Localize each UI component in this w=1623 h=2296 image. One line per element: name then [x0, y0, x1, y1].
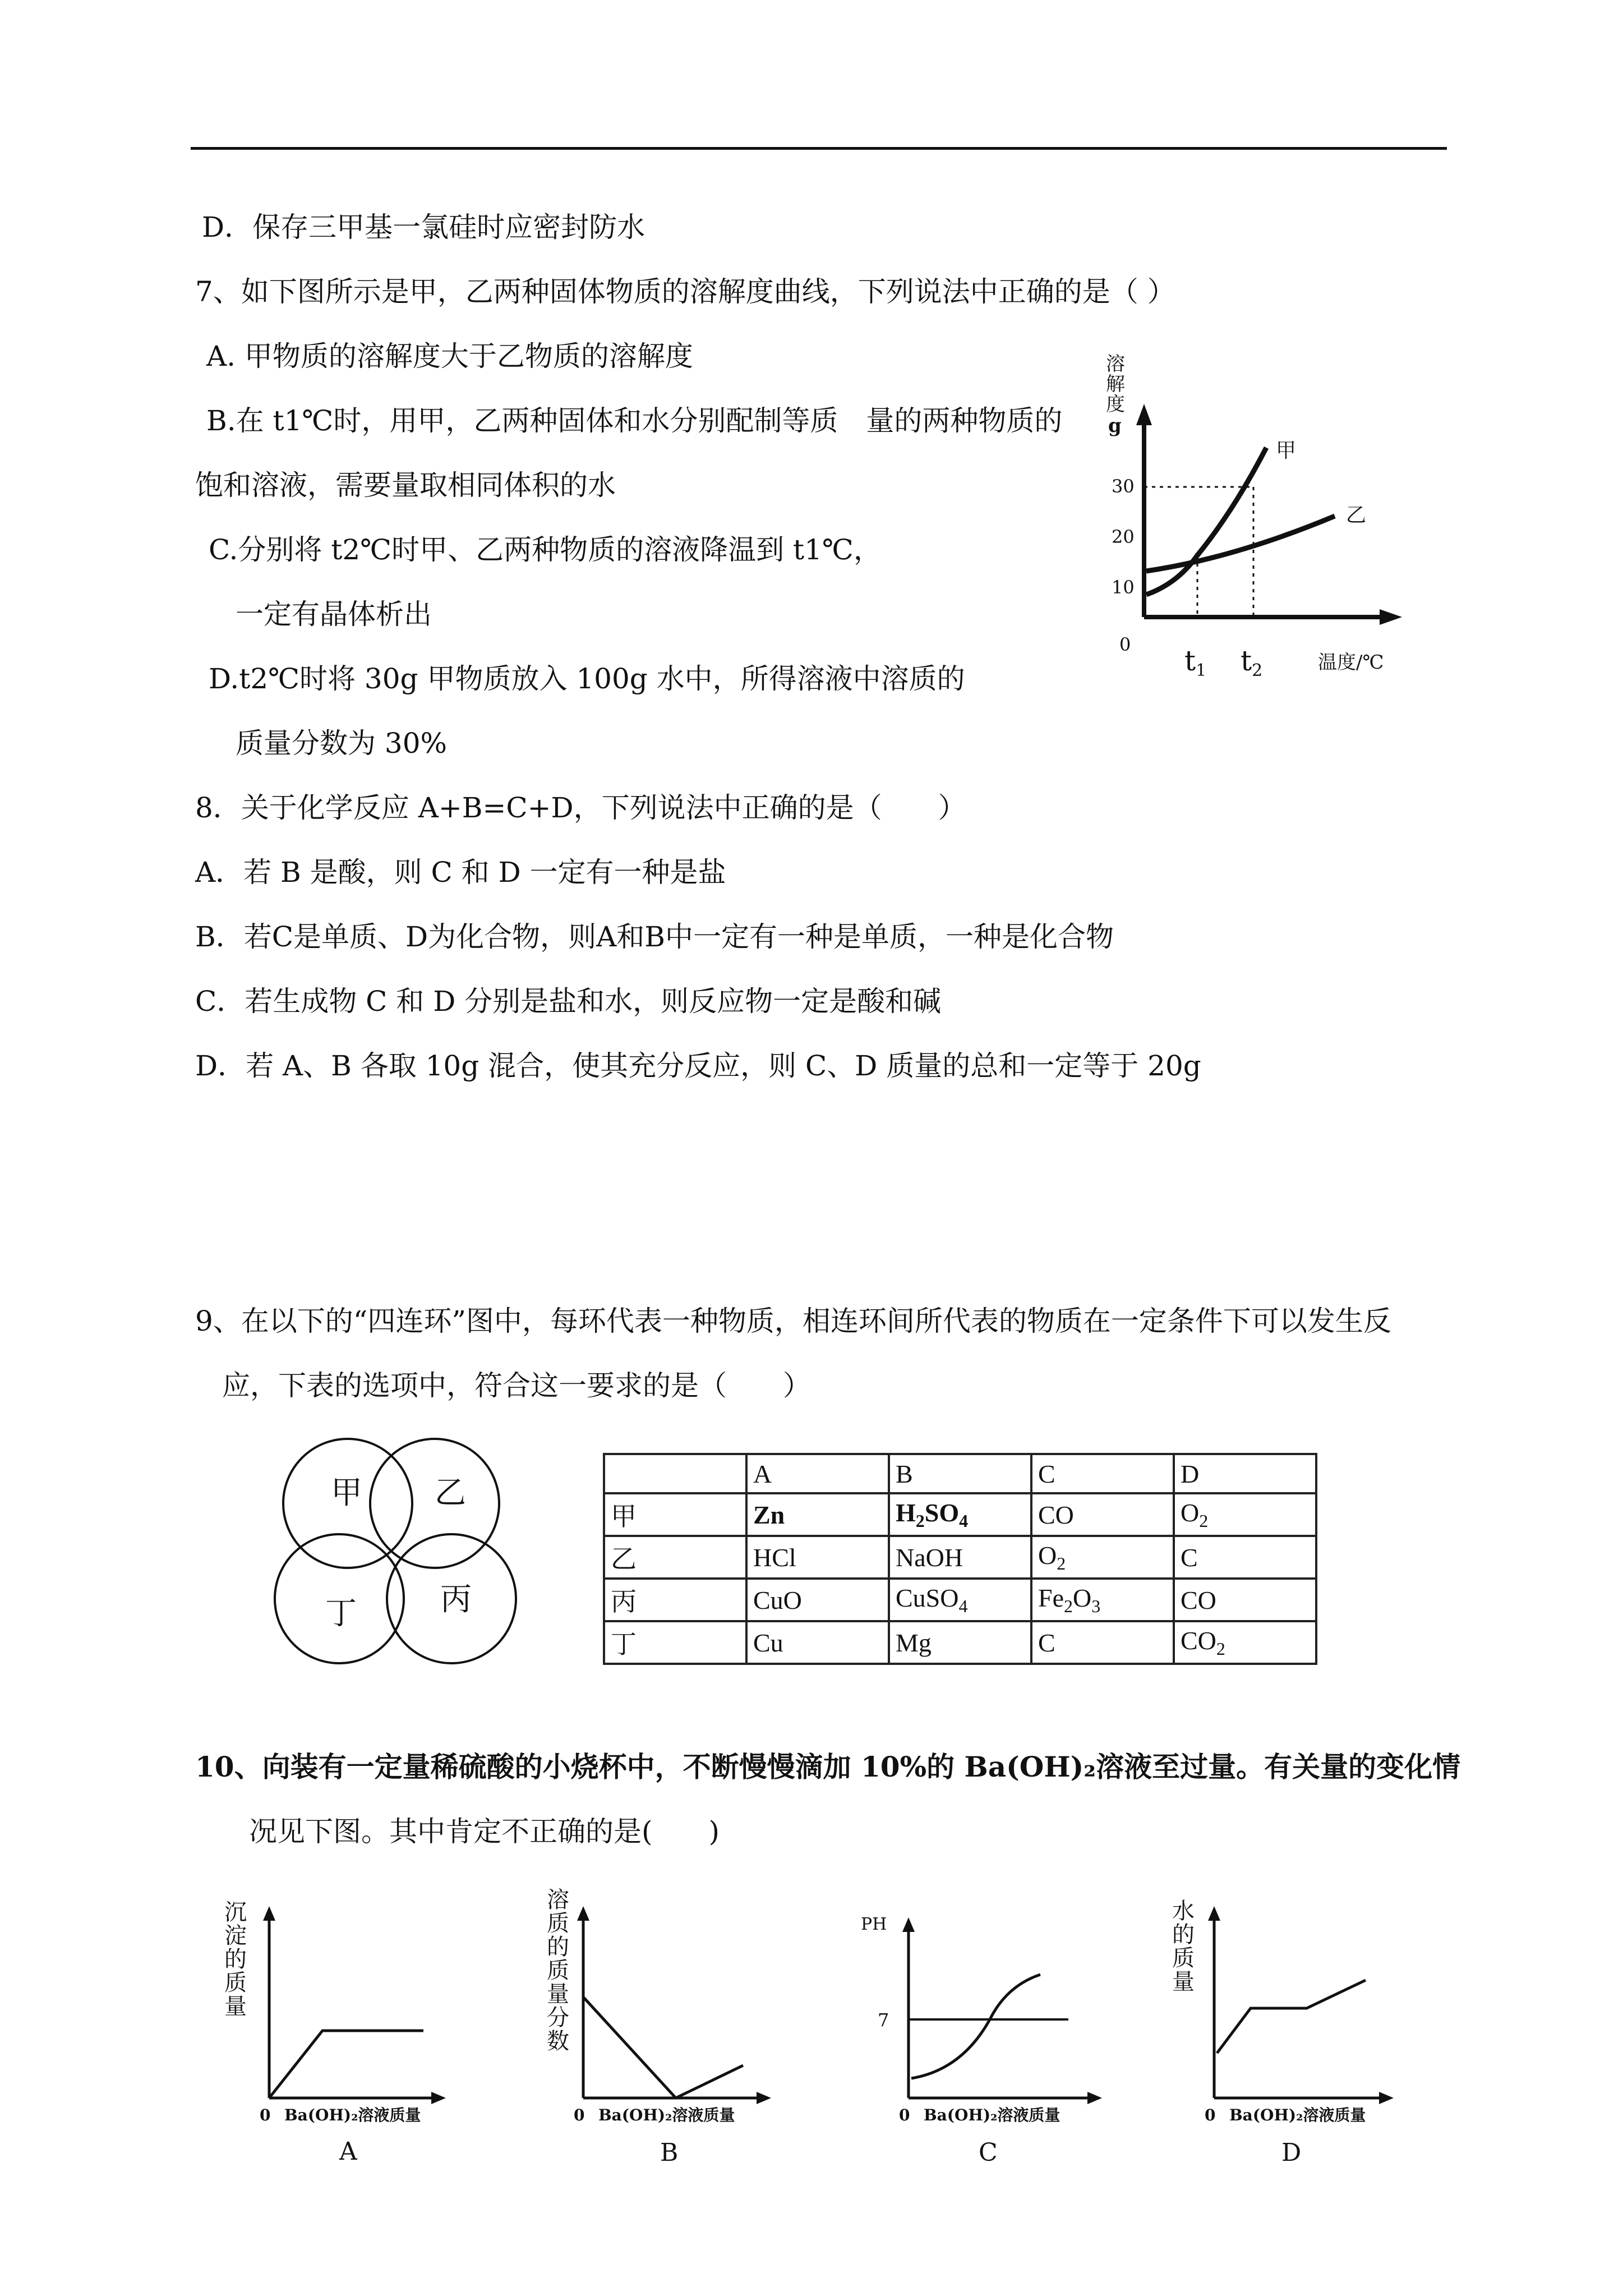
graph-c-letter: C: [979, 2138, 998, 2167]
q9-stem-line2: 应，下表的选项中，符合这一要求的是（ ）: [222, 1369, 811, 1402]
ring-yi-label: 乙: [435, 1475, 466, 1511]
graph-b-ylabel-3: 的: [547, 1934, 569, 1960]
graph-a-ylabel-3: 的: [224, 1947, 247, 1972]
graph-ytick-10: 10: [1112, 577, 1135, 598]
table-header-c: C: [1031, 1454, 1174, 1493]
table-cell: C: [1174, 1536, 1316, 1579]
graph-b-curve: [583, 1997, 743, 2098]
table-cell: $O_2$: [1031, 1536, 1174, 1579]
table-row-label: 丁: [604, 1621, 746, 1664]
graph-c-ylabel: PH: [861, 1915, 887, 1934]
graph-d-x-arrow: [1379, 2092, 1394, 2104]
q8-option-b: B．若C是单质、D为化合物，则A和B中一定有一种是单质，一种是化合物: [195, 921, 1114, 953]
q10-graph-d: [1169, 1896, 1450, 2188]
graph-a-curve: [269, 2031, 423, 2098]
table-cell: $CO_2$: [1174, 1621, 1316, 1664]
table-header-a: A: [746, 1454, 889, 1493]
header-rule: [191, 147, 1447, 150]
graph-b-ylabel-7: 数: [547, 2028, 569, 2054]
graph-d-ylabel-3: 质: [1172, 1945, 1195, 1971]
curve-jia-label: 甲: [1276, 439, 1297, 462]
table-cell: Mg: [889, 1621, 1031, 1664]
q10-graph-c: [861, 1907, 1141, 2188]
graph-c-tick-7: 7: [878, 2009, 889, 2031]
table-cell: C: [1031, 1621, 1174, 1664]
q9-stem-line1: 9、在以下的“四连环”图中，每环代表一种物质，相连环间所代表的物质在一定条件下可以发生反: [195, 1305, 1391, 1337]
table-cell: CO: [1031, 1493, 1174, 1536]
graph-d-ylabel-4: 量: [1172, 1969, 1195, 1995]
solubility-curve-graph: [1099, 348, 1413, 696]
table-cell: CuSO$_4$: [889, 1579, 1031, 1621]
graph-a-y-arrow: [263, 1906, 275, 1921]
table-header-row: [604, 1454, 1316, 1493]
q7-option-a: A. 甲物质的溶解度大于乙物质的溶解度: [206, 340, 693, 372]
graph-a-ylabel-5: 量: [224, 1994, 247, 2019]
table-cell: $O_2$: [1174, 1493, 1316, 1536]
q7-option-d-line2: 质量分数为 30%: [236, 727, 448, 760]
q7-option-d-line1: D.t2℃时将 30g 甲物质放入 100g 水中，所得溶液中溶质的: [209, 662, 965, 695]
q8-option-a: A．若 B 是酸，则 C 和 D 一定有一种是盐: [195, 856, 726, 889]
table-cell: Zn: [746, 1493, 889, 1536]
graph-ylabel-4: g: [1108, 415, 1122, 437]
q10-stem-line2: 况见下图。其中肯定不正确的是( ): [249, 1815, 720, 1848]
graph-d-curve: [1217, 1980, 1366, 2053]
graph-d-ylabel-1: 水: [1172, 1898, 1195, 1924]
curve-yi: [1146, 516, 1335, 571]
curve-jia: [1146, 448, 1266, 595]
graph-a-ylabel-4: 质: [224, 1970, 247, 1996]
q7-option-c-line2: 一定有晶体析出: [236, 598, 432, 631]
graph-c-y-arrow: [902, 1917, 915, 1932]
graph-c-origin: 0: [899, 2106, 910, 2124]
q8-stem: 8．关于化学反应 A+B=C+D，下列说法中正确的是（ ）: [195, 792, 966, 824]
graph-b-y-arrow: [577, 1906, 589, 1921]
graph-b-origin: 0: [574, 2106, 585, 2124]
graph-a-ylabel-2: 淀: [224, 1923, 247, 1949]
q10-graph-b: [547, 1885, 827, 2188]
graph-xtick-t2: $t_2$: [1241, 645, 1263, 680]
graph-a-letter: A: [339, 2137, 357, 2166]
curve-yi-label: 乙: [1346, 504, 1367, 527]
graph-b-ylabel-2: 质: [547, 1911, 569, 1936]
graph-d-y-arrow: [1208, 1906, 1220, 1921]
table-cell: CuO: [746, 1579, 889, 1621]
graph-c-x-arrow: [1087, 2092, 1102, 2104]
q7-option-b-line2: 饱和溶液，需要量取相同体积的水: [195, 469, 616, 501]
graph-ytick-30: 30: [1112, 476, 1135, 497]
graph-d-xlabel: Ba(OH)₂溶液质量: [1229, 2106, 1366, 2124]
ring-ding-label: 丁: [325, 1595, 357, 1632]
table-row: [604, 1536, 1316, 1579]
graph-b-x-arrow: [757, 2092, 771, 2104]
ring-bing-label: 丙: [440, 1581, 472, 1618]
graph-ytick-20: 20: [1112, 526, 1135, 547]
graph-a-xlabel: Ba(OH)₂溶液质量: [284, 2106, 421, 2124]
graph-b-ylabel-1: 溶: [547, 1887, 569, 1913]
table-cell: HCl: [746, 1536, 889, 1579]
graph-ytick-0: 0: [1119, 634, 1131, 655]
graph-a-x-arrow: [431, 2092, 446, 2104]
graph-c-xlabel: Ba(OH)₂溶液质量: [924, 2106, 1061, 2124]
graph-a-ylabel-1: 沉: [224, 1899, 247, 1925]
table-row-label: 甲: [604, 1493, 746, 1536]
table-row-label: 乙: [604, 1536, 746, 1579]
graph-b-ylabel-5: 量: [547, 1981, 569, 2007]
graph-d-letter: D: [1281, 2138, 1302, 2167]
table-corner-cell: [604, 1454, 746, 1493]
graph-ylabel-2: 解: [1106, 373, 1125, 395]
graph-y-arrow: [1136, 404, 1152, 425]
table-cell: Cu: [746, 1621, 889, 1664]
q7-option-b-line1: B.在 t1℃时，用甲，乙两种固体和水分别配制等质 量的两种物质的: [206, 404, 1063, 437]
table-cell: NaOH: [889, 1536, 1031, 1579]
q8-option-c: C．若生成物 C 和 D 分别是盐和水，则反应物一定是酸和碱: [195, 985, 942, 1018]
graph-xtick-t1: $t_1$: [1184, 645, 1207, 680]
table-header-d: D: [1174, 1454, 1316, 1493]
four-ring-diagram: [272, 1430, 530, 1683]
ring-jia-label: 甲: [331, 1475, 362, 1511]
q9-options-table: [603, 1453, 1317, 1665]
q10-graph-a: [222, 1896, 502, 2188]
q7-stem: 7、如下图所示是甲，乙两种固体物质的溶解度曲线，下列说法中正确的是（ ）: [195, 275, 1175, 308]
graph-ylabel-3: 度: [1106, 393, 1125, 416]
graph-ylabel-1: 溶: [1106, 353, 1125, 375]
graph-c-curve: [911, 1975, 1040, 2078]
table-cell: $Fe_2O_3$: [1031, 1579, 1174, 1621]
graph-d-ylabel-2: 的: [1172, 1922, 1195, 1948]
q8-option-d: D．若 A、B 各取 10g 混合，使其充分反应，则 C、D 质量的总和一定等于 20g: [195, 1050, 1201, 1082]
table-cell: $H_2SO_4$: [889, 1493, 1031, 1536]
graph-b-ylabel-4: 质: [547, 1958, 569, 1984]
graph-b-letter: B: [660, 2138, 679, 2167]
graph-b-ylabel-6: 分: [547, 2005, 569, 2031]
q7-option-c-line1: C.分别将 t2℃时甲、乙两种物质的溶液降温到 t1℃，: [209, 533, 882, 566]
table-row-label: 丙: [604, 1579, 746, 1621]
table-cell: CO: [1174, 1579, 1316, 1621]
table-header-b: B: [889, 1454, 1031, 1493]
graph-x-arrow: [1380, 609, 1402, 625]
q6-option-d: D．保存三甲基一氯硅时应密封防水: [202, 211, 645, 243]
graph-b-xlabel: Ba(OH)₂溶液质量: [598, 2106, 735, 2124]
table-row: [604, 1579, 1316, 1621]
graph-d-origin: 0: [1205, 2106, 1216, 2124]
graph-a-origin: 0: [260, 2106, 271, 2124]
table-row: [604, 1493, 1316, 1536]
table-row: [604, 1621, 1316, 1664]
graph-xlabel: 温度/℃: [1318, 651, 1384, 674]
q10-stem-line1: 10、向装有一定量稀硫酸的小烧杯中，不断慢慢滴加 10%的 Ba(OH)₂溶液至过量。有关量的变化情: [195, 1750, 1461, 1783]
